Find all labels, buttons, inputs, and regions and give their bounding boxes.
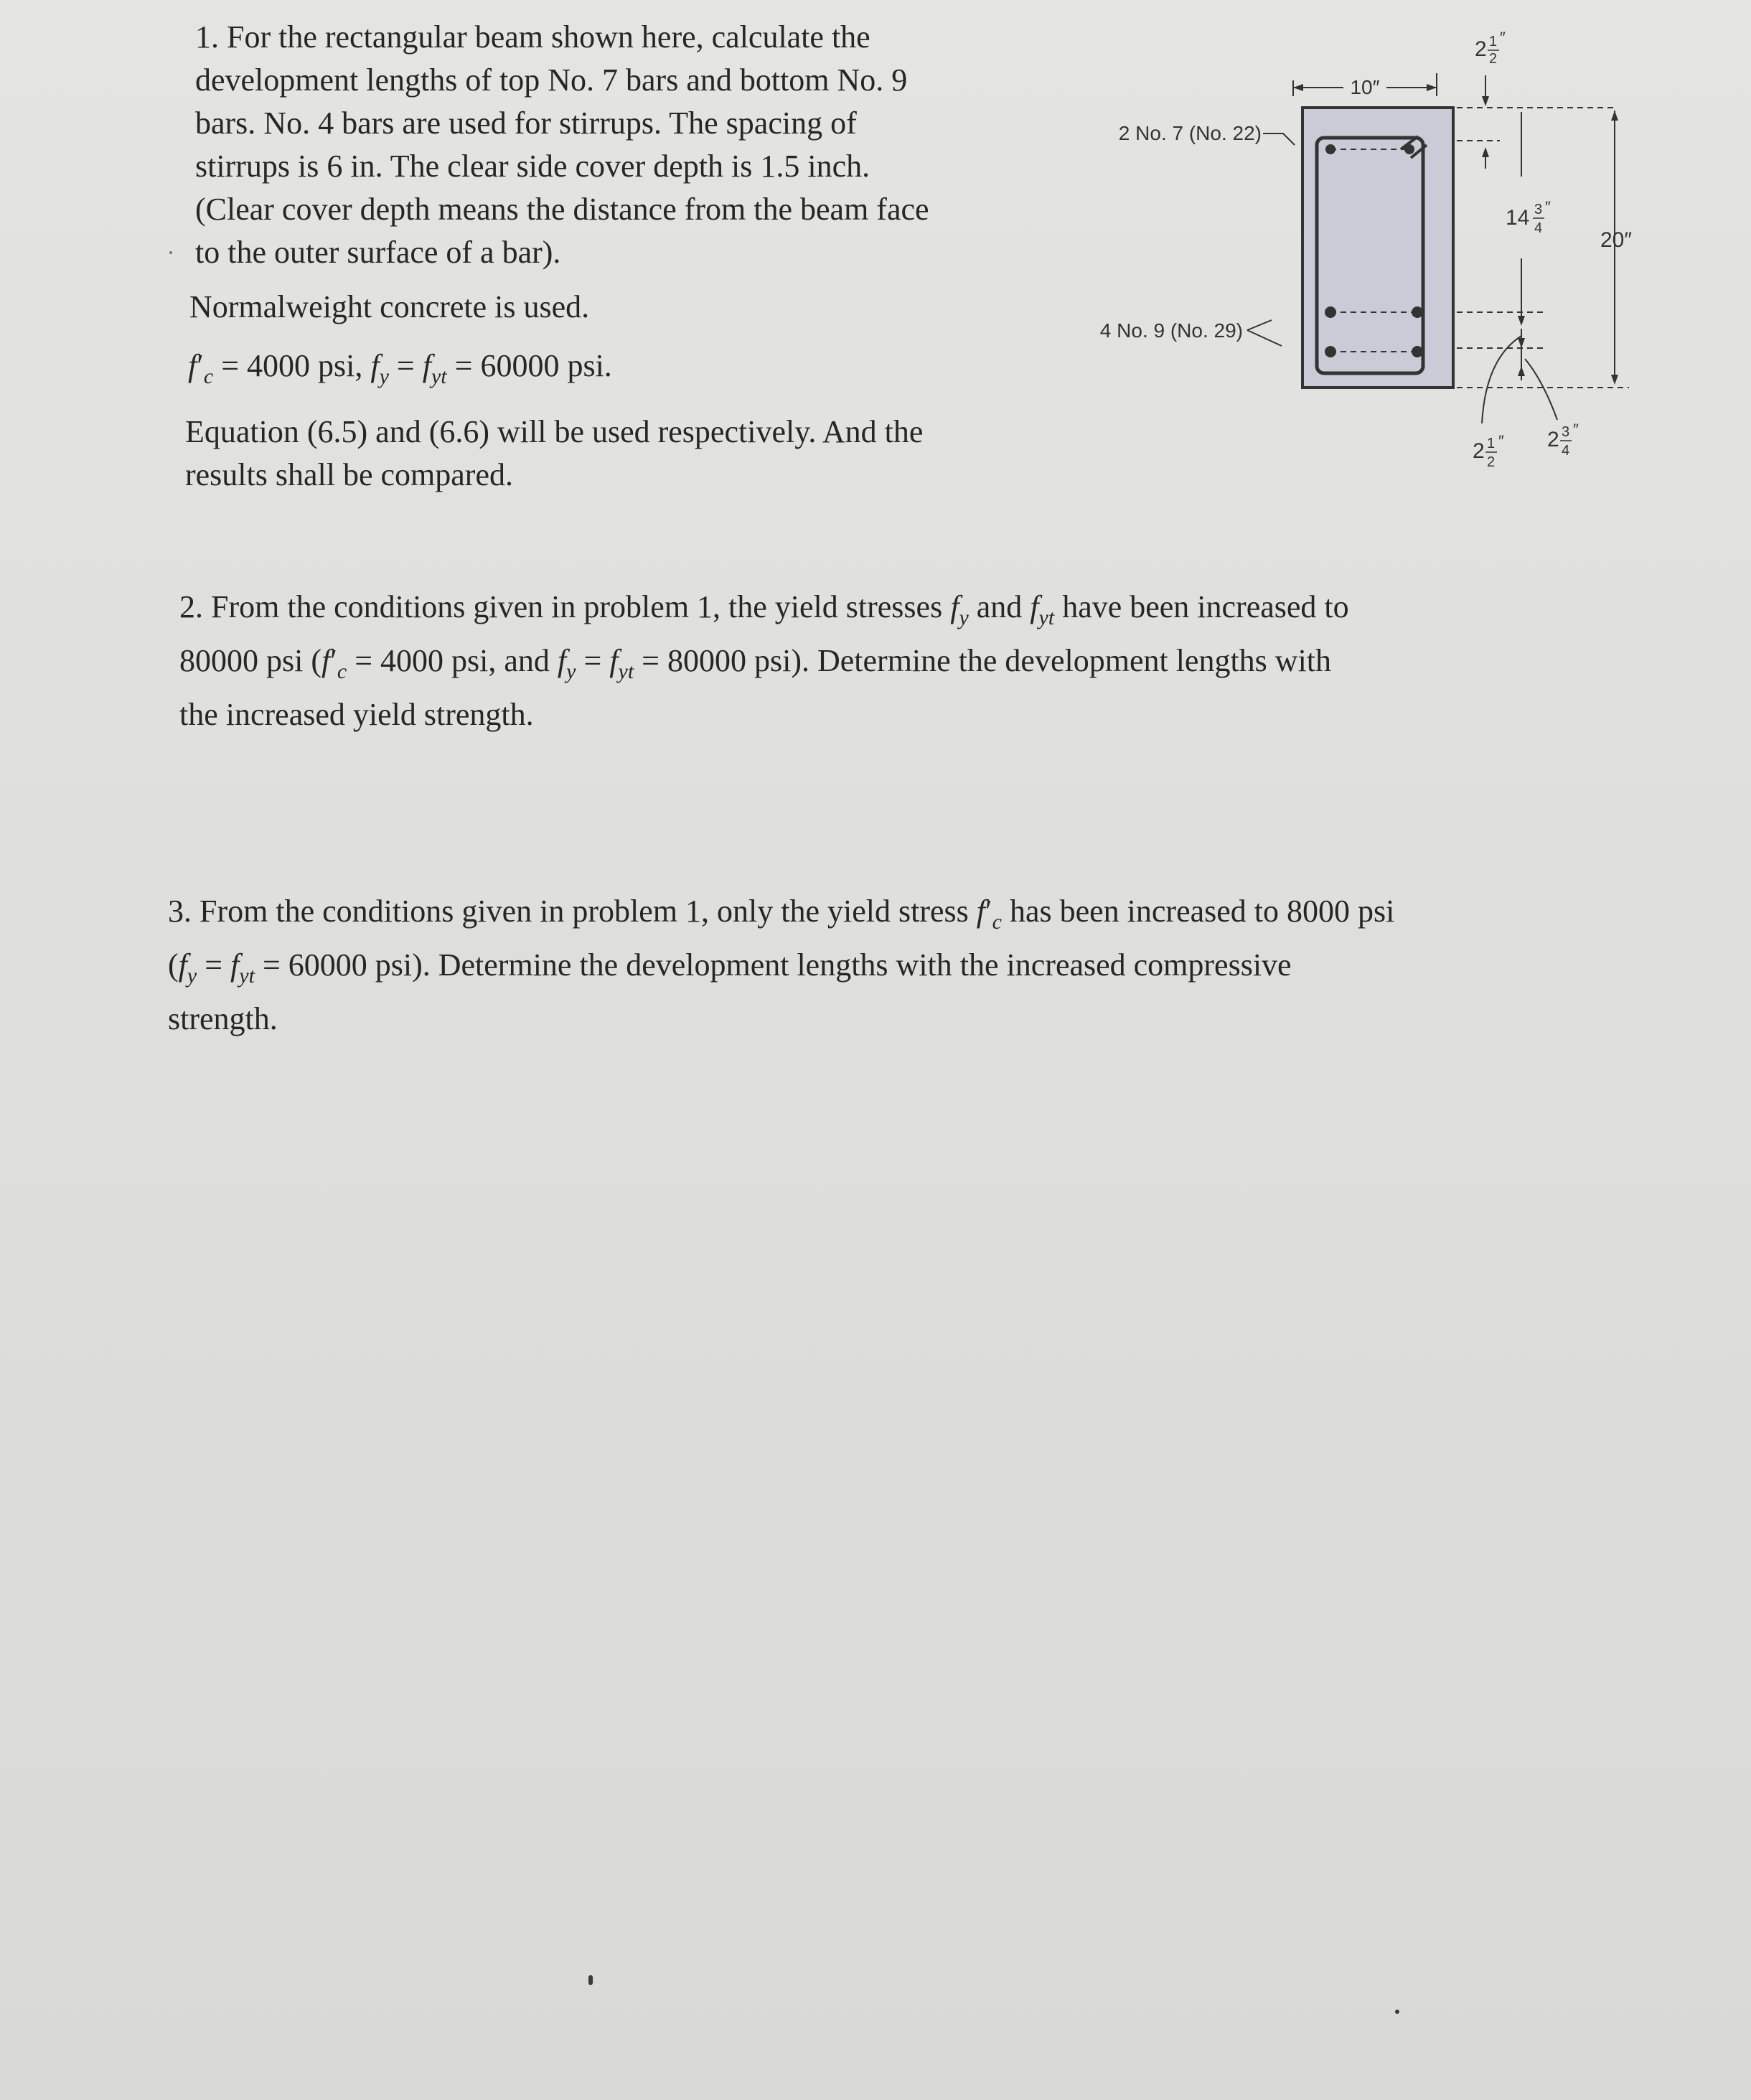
problem-1-equations bbox=[185, 411, 923, 497]
text-segment: = bbox=[197, 947, 231, 983]
fc-prime: ′ bbox=[197, 348, 204, 383]
equals: = bbox=[388, 348, 423, 383]
problem-1-line: stirrups is 6 in. The clear side cover depth is 1.5 inch. bbox=[195, 149, 870, 184]
problem-3-line-1 bbox=[168, 890, 1394, 944]
bottom-bars-label: 4 No. 9 (No. 29) bbox=[1099, 319, 1243, 342]
paper-speck bbox=[1395, 2010, 1399, 2014]
beam-section bbox=[1302, 108, 1453, 388]
text-segment: = bbox=[576, 643, 610, 678]
bottom-cover1-num: 1 bbox=[1487, 436, 1496, 451]
problem-1-line: 1. For the rectangular beam shown here, calculate the bbox=[195, 19, 870, 55]
fy-symbol: f bbox=[950, 589, 959, 624]
fy-symbol: f bbox=[370, 348, 380, 383]
text-segment: 2. From the conditions given in problem 1, the yield stresses bbox=[179, 589, 951, 624]
fy-subscript: y bbox=[566, 660, 576, 683]
inner-dim-num: 3 bbox=[1534, 202, 1543, 217]
fc-subscript: c bbox=[203, 365, 214, 388]
fyt-subscript: yt bbox=[431, 365, 447, 388]
problem-2-text bbox=[179, 586, 1349, 736]
problem-1-text bbox=[195, 16, 929, 274]
fyt-subscript: yt bbox=[239, 964, 255, 988]
paper-speck bbox=[169, 251, 172, 254]
text-segment: = 60000 psi). Determine the development lengths with the increased compressive bbox=[254, 947, 1292, 983]
problem-3-line-3: strength. bbox=[168, 1001, 278, 1036]
bottom-cover1-den: 2 bbox=[1487, 454, 1496, 470]
fyt-subscript: yt bbox=[618, 660, 634, 683]
fc-value: = 4000 psi, bbox=[213, 348, 371, 383]
fc-symbol: f bbox=[976, 894, 986, 929]
fyt-symbol: f bbox=[609, 643, 619, 678]
inner-dim-den: 4 bbox=[1534, 220, 1543, 236]
bottom-cover2-num: 3 bbox=[1562, 424, 1570, 440]
top-cover-whole: 2 bbox=[1475, 37, 1487, 61]
width-label: 10″ bbox=[1350, 76, 1380, 98]
top-bars-label: 2 No. 7 (No. 22) bbox=[1118, 122, 1262, 144]
text-segment: have been increased to bbox=[1054, 589, 1349, 624]
text-segment: ( bbox=[168, 947, 179, 983]
concrete-type-text: Normalweight concrete is used. bbox=[189, 289, 590, 324]
fy-value: = 60000 psi. bbox=[446, 348, 612, 383]
fc-prime: ′ bbox=[985, 894, 992, 929]
beam-section-diagram bbox=[1055, 22, 1672, 488]
top-cover-den: 2 bbox=[1489, 51, 1498, 67]
fy-subscript: y bbox=[187, 964, 197, 988]
problem-1-line: to the outer surface of a bar). bbox=[195, 235, 561, 270]
problem-2-line-1 bbox=[179, 586, 1349, 639]
bottom-cover2-whole: 2 bbox=[1547, 428, 1559, 451]
fyt-symbol: f bbox=[230, 947, 240, 983]
inch-mark: ″ bbox=[1573, 421, 1579, 439]
problem-2-line-2 bbox=[179, 639, 1349, 693]
top-cover-num: 1 bbox=[1489, 34, 1498, 50]
inner-dim-whole: 14 bbox=[1506, 206, 1530, 230]
equations-line: Equation (6.5) and (6.6) will be used respectively. And the bbox=[185, 414, 924, 449]
problem-1-concrete bbox=[189, 286, 589, 329]
problem-1-material-properties bbox=[188, 344, 612, 398]
fyt-symbol: f bbox=[422, 348, 431, 383]
problem-1-line: (Clear cover depth means the distance from the beam face bbox=[195, 192, 929, 227]
inch-mark: ″ bbox=[1545, 198, 1551, 216]
problem-1-line: development lengths of top No. 7 bars and bottom No. 9 bbox=[195, 62, 908, 98]
text-segment: = 4000 psi, and bbox=[347, 643, 558, 678]
fc-subscript: c bbox=[337, 660, 347, 683]
fy-symbol: f bbox=[557, 643, 567, 678]
depth-label: 20″ bbox=[1600, 228, 1632, 252]
text-segment: has been increased to 8000 psi bbox=[1001, 894, 1395, 929]
problem-1-line: bars. No. 4 bars are used for stirrups. The spacing of bbox=[195, 106, 857, 141]
bottom-cover1-whole: 2 bbox=[1473, 439, 1485, 463]
text-segment: and bbox=[968, 589, 1031, 624]
bottom-cover2-den: 4 bbox=[1562, 443, 1570, 459]
fy-symbol: f bbox=[178, 947, 187, 983]
fyt-symbol: f bbox=[1030, 589, 1039, 624]
text-segment: 3. From the conditions given in problem 1, only the yield stress bbox=[168, 894, 977, 929]
text-segment: 80000 psi ( bbox=[179, 643, 321, 678]
problem-3-line-2 bbox=[168, 944, 1394, 998]
fc-symbol: f bbox=[188, 348, 197, 383]
inch-mark: ″ bbox=[1498, 432, 1504, 450]
fy-subscript: y bbox=[959, 606, 969, 629]
fyt-subscript: yt bbox=[1038, 606, 1055, 629]
equations-line: results shall be compared. bbox=[185, 457, 513, 492]
text-segment: = 80000 psi). Determine the development lengths with bbox=[634, 643, 1332, 678]
paper-speck bbox=[588, 1975, 593, 1985]
material-line bbox=[188, 344, 612, 398]
fc-subscript: c bbox=[992, 910, 1002, 934]
fy-subscript: y bbox=[379, 365, 389, 388]
inch-mark: ″ bbox=[1500, 29, 1506, 47]
problem-2-line-3: the increased yield strength. bbox=[179, 697, 534, 732]
fc-prime: ′ bbox=[330, 643, 337, 678]
fc-symbol: f bbox=[321, 643, 331, 678]
problem-3-text bbox=[168, 890, 1394, 1041]
